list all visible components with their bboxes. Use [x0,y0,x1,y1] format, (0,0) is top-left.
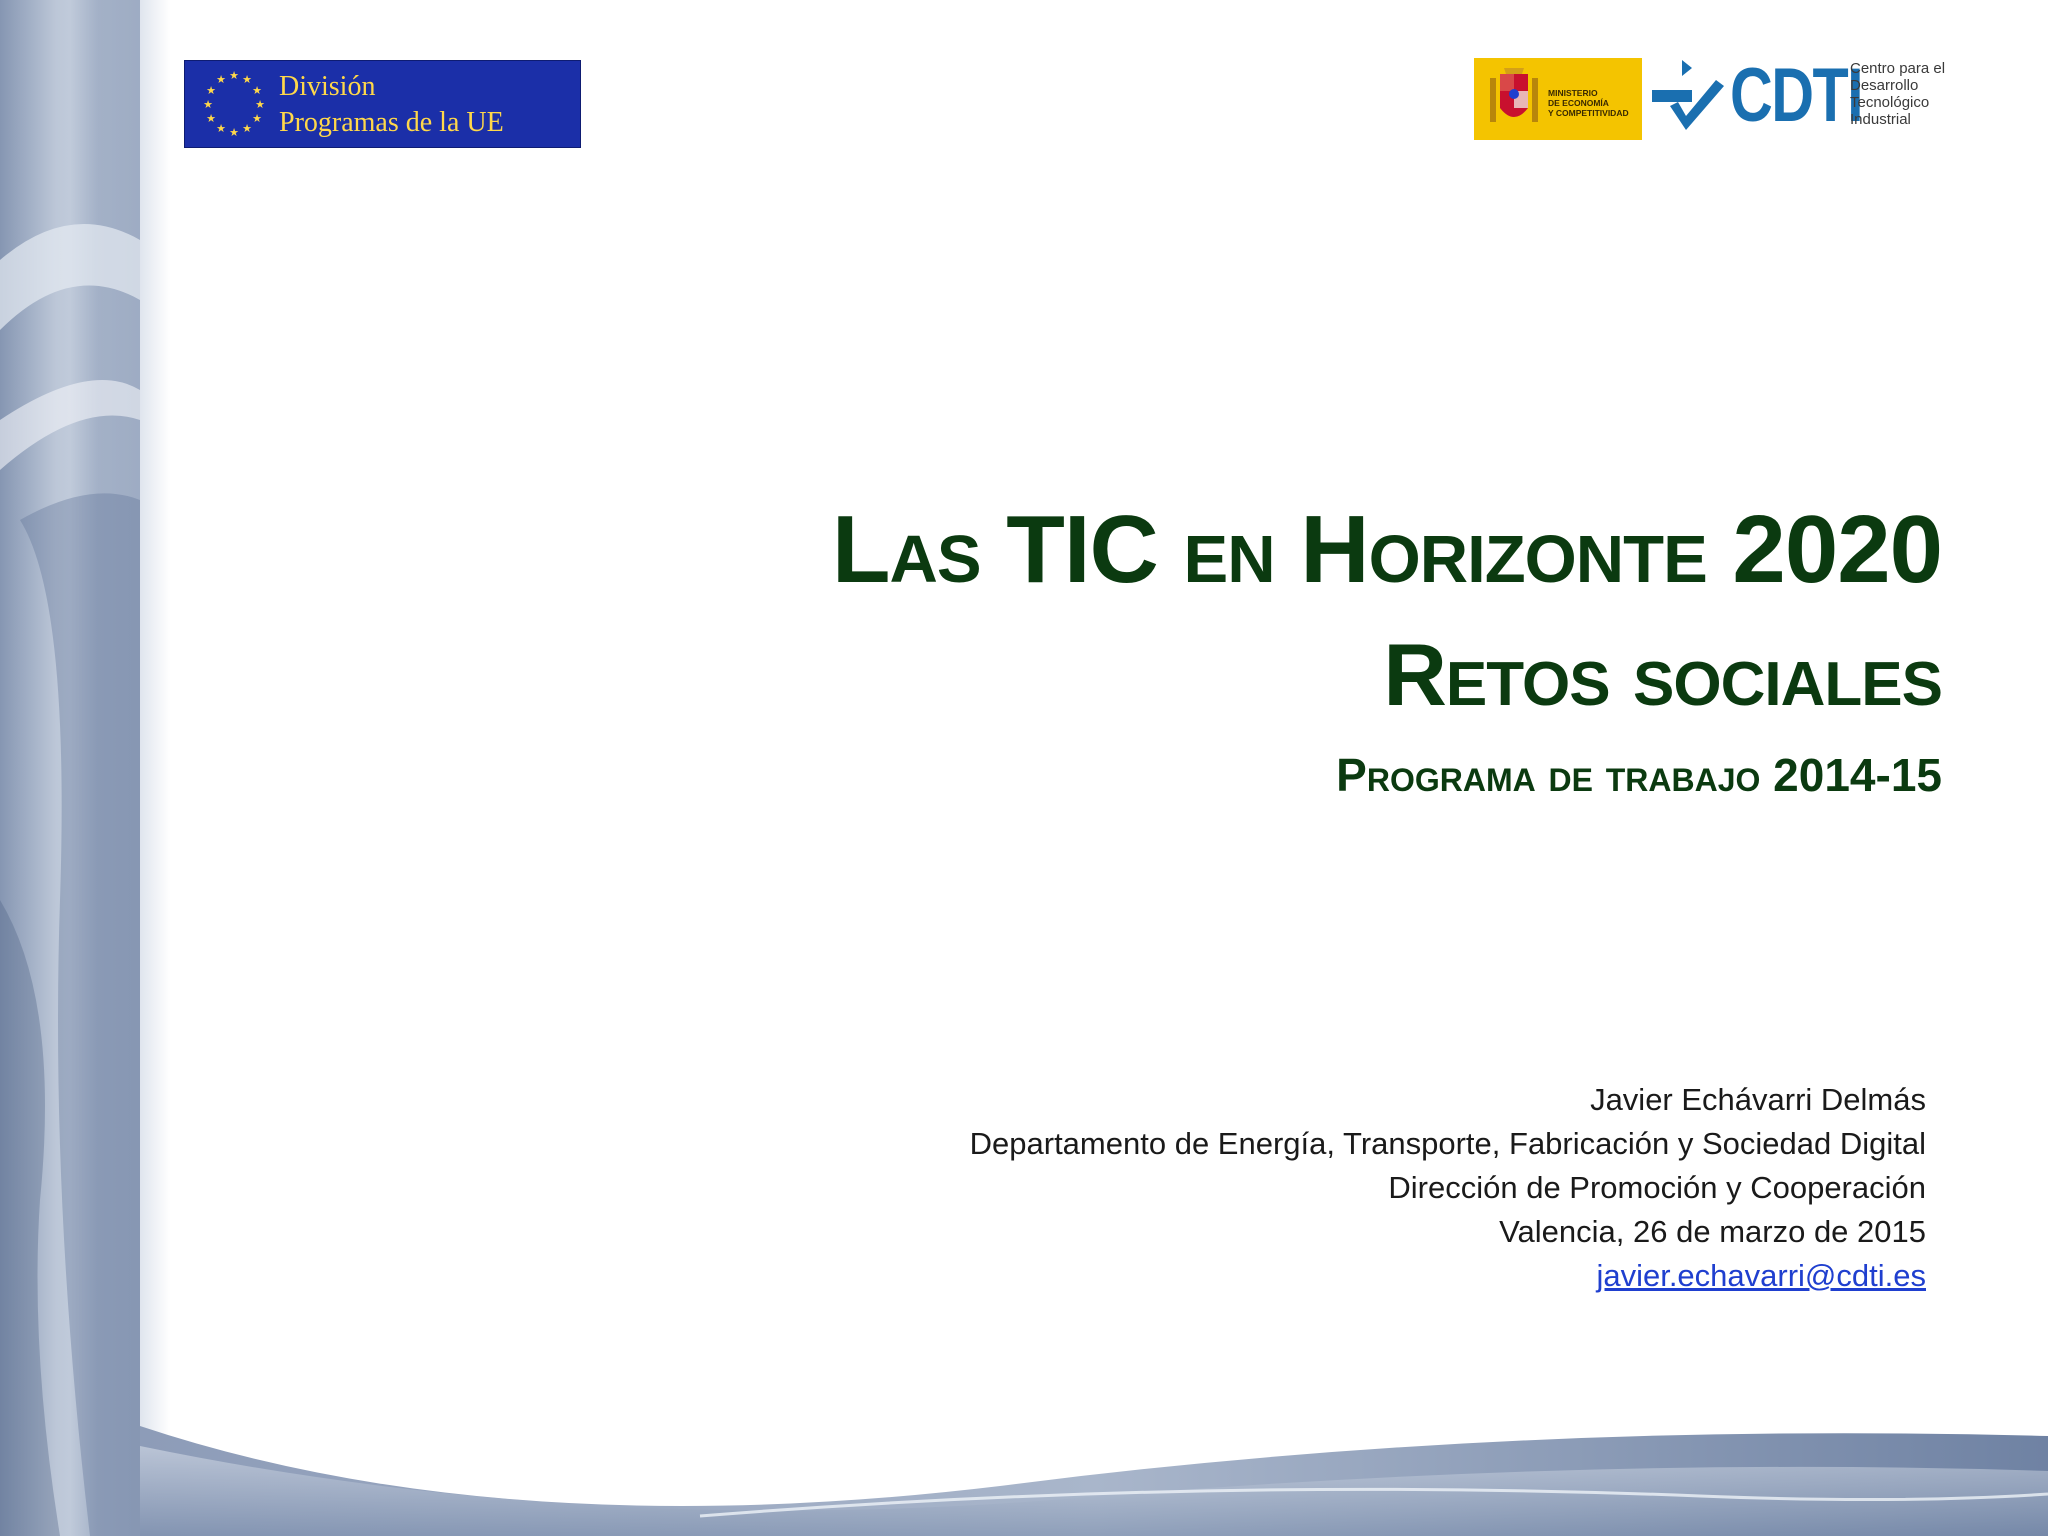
author-name: Javier Echávarri Delmás [1590,1082,1926,1117]
work-programme-label: Programa de trabajo 2014-15 [1336,749,1942,801]
author-email-link[interactable]: javier.echavarri@cdti.es [1596,1258,1926,1293]
svg-text:★: ★ [203,98,213,111]
left-band-fade [140,0,170,1536]
eu-logo-line1: División [279,71,376,102]
ministerio-text: MINISTERIO DE ECONOMÍA Y COMPETITIVIDAD [1548,88,1629,118]
bottom-wave-decoration [0,1376,2048,1536]
svg-text:★: ★ [252,84,262,97]
spain-coat-of-arms-icon [1486,68,1542,130]
eu-flag-stars-icon [199,69,269,139]
slide-subtitle: Retos sociales [1383,625,1942,724]
cdti-subtitle: Centro para el Desarrollo Tecnológico Industrial [1850,60,1946,128]
eu-logo-line2: Programas de la UE [279,107,504,138]
svg-text:★: ★ [255,98,265,111]
svg-text:★: ★ [242,122,252,135]
slide-title: Las TIC en Horizonte 2020 [831,496,1942,603]
svg-text:★: ★ [206,112,216,125]
svg-text:★: ★ [242,73,252,86]
svg-text:★: ★ [229,126,239,139]
presentation-place-date: Valencia, 26 de marzo de 2015 [1499,1214,1926,1249]
svg-text:★: ★ [216,122,226,135]
svg-text:★: ★ [252,112,262,125]
svg-text:★: ★ [206,84,216,97]
eu-logo-text [279,69,504,141]
left-decorative-band [0,0,140,1536]
cdti-logo [1652,53,1952,144]
author-department: Departamento de Energía, Transporte, Fabricación y Sociedad Digital [969,1126,1926,1161]
cdti-wordmark: CDTI [1730,53,1863,138]
ministerio-logo [1474,58,1642,140]
svg-text:★: ★ [216,73,226,86]
title-block [832,490,1942,810]
author-block [970,1078,1926,1298]
cdti-check-icon [1652,60,1728,140]
eu-division-logo [184,60,581,148]
svg-text:★: ★ [229,69,239,82]
author-direction: Dirección de Promoción y Cooperación [1388,1170,1926,1205]
